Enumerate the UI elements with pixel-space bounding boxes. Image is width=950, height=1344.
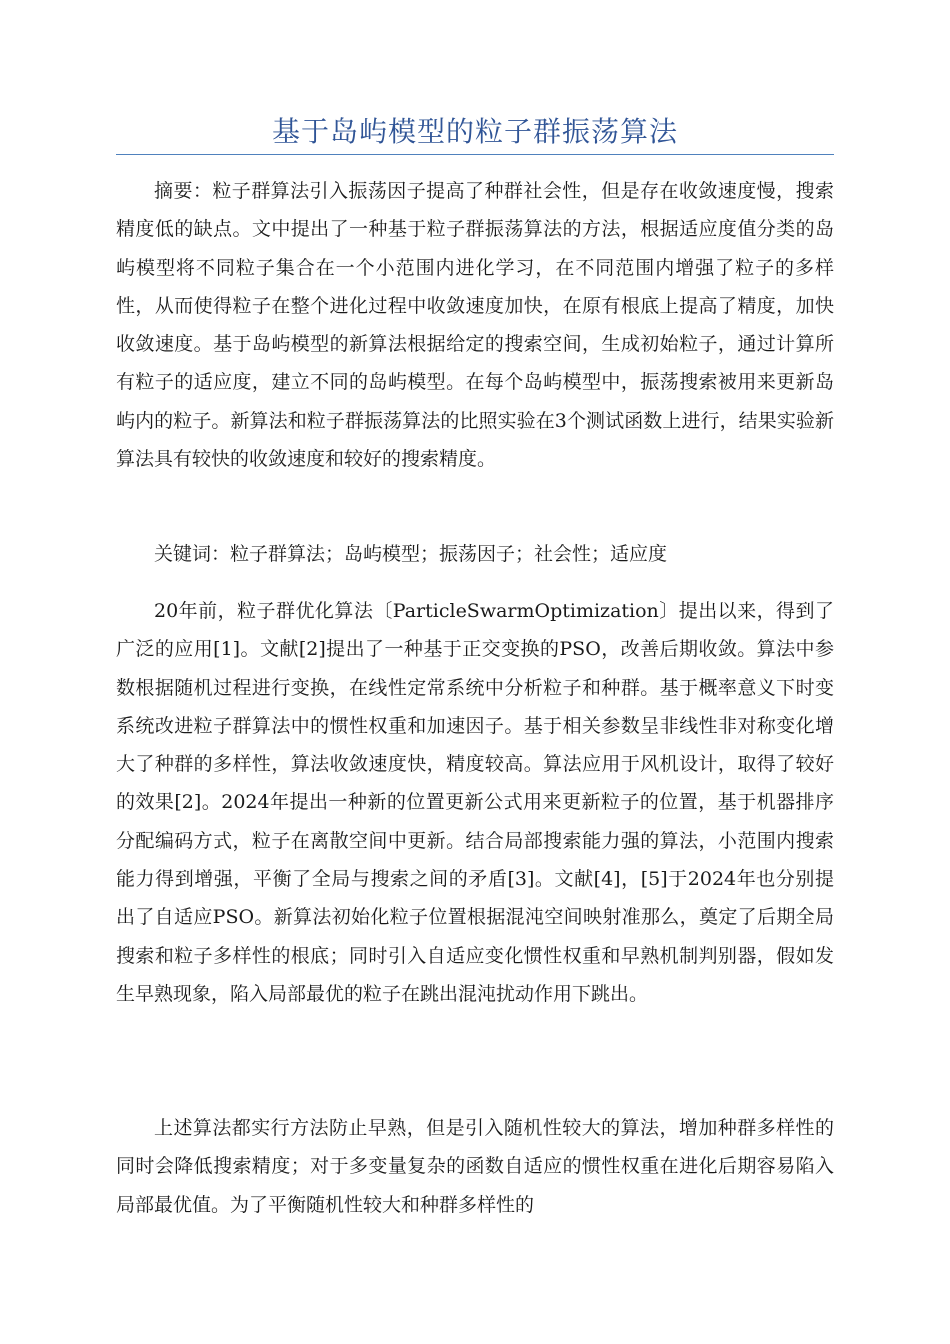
body-paragraph-1: 20年前，粒子群优化算法〔ParticleSwarmOptimization〕提出以来，得到了广泛的应用[1]。文献[2]提出了一种基于正交变换的PSO，改善后期收敛。算法中参数根据随机过程进行变换，在线性定常系统中分析粒子和种群。基于概率意义下时变系统改进粒子群算法中的惯性权重和加速因子。基于相关参数呈非线性非对称变化增大了种群的多样性，算法收敛速度快，精度较高。算法应用于风机设计，取得了较好的效果[2]。2024年提出一种新的位置更新公式用来更新粒子的位置，基于机器排序分配编码方式，粒子在离散空间中更新。结合局部搜索能力强的算法，小范围内搜索能力得到增强，平衡了全局与搜索之间的矛盾[3]。文献[4]，[5]于2024年也分别提出了自适应PSO。新算法初始化粒子位置根据混沌空间映射准那么，奠定了后期全局搜索和粒子多样性的根底；同时引入自适应变化惯性权重和早熟机制判别器，假如发生早熟现象，陷入局部最优的粒子在跳出混沌扰动作用下跳出。 [116,600,834,1005]
abstract-paragraph: 摘要：粒子群算法引入振荡因子提高了种群社会性，但是存在收敛速度慢，搜索精度低的缺点。文中提出了一种基于粒子群振荡算法的方法，根据适应度值分类的岛屿模型将不同粒子集合在一个小范围内进化学习，在不同范围内增强了粒子的多样性，从而使得粒子在整个进化过程中收敛速度加快，在原有根底上提高了精度，加快收敛速度。基于岛屿模型的新算法根据给定的搜索空间，生成初始粒子，通过计算所有粒子的适应度，建立不同的岛屿模型。在每个岛屿模型中，振荡搜索被用来更新岛屿内的粒子。新算法和粒子群振荡算法的比照实验在3个测试函数上进行，结果实验新算法具有较快的收敛速度和较好的搜索精度。 [116,180,834,471]
keywords-line: 关键词：粒子群算法；岛屿模型；振荡因子；社会性；适应度 [154,543,668,565]
title-underline [116,154,834,155]
body-paragraph-2: 上述算法都实行方法防止早熟，但是引入随机性较大的算法，增加种群多样性的同时会降低搜索精度；对于多变量复杂的函数自适应的惯性权重在进化后期容易陷入局部最优值。为了平衡随机性较大和种群多样性的 [116,1117,834,1216]
document-title: 基于岛屿模型的粒子群振荡算法 [271,115,678,148]
